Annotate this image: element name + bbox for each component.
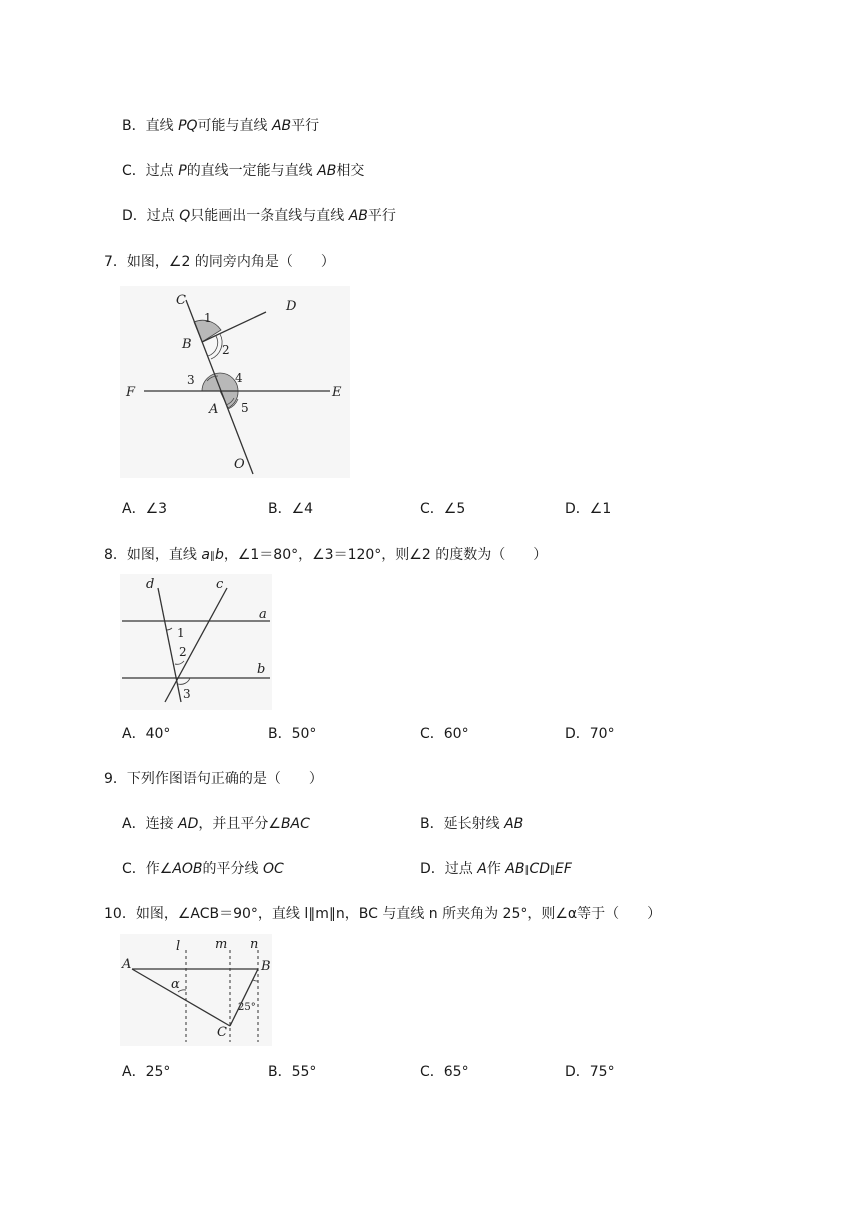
label-f: F	[126, 385, 136, 400]
stem-text: ，∠1＝80°，∠3＝120°，则∠2 的度数为（ ）	[223, 547, 548, 563]
variable: b	[214, 547, 224, 563]
q9-option-c	[122, 859, 284, 879]
q8-option-c: C．60°	[420, 726, 469, 742]
variable: EF	[555, 861, 572, 877]
option-text: C．作∠	[122, 861, 173, 877]
option-text: 的平分线	[202, 861, 263, 877]
variable: OC	[262, 861, 284, 877]
variable: AB	[505, 861, 525, 877]
label-3: 3	[183, 687, 191, 701]
q9-option-d	[420, 859, 572, 881]
label-e: E	[332, 385, 342, 400]
q10-figure	[120, 934, 272, 1046]
variable: AB	[317, 163, 337, 179]
q7-stem: 7．如图，∠2 的同旁内角是（ ）	[104, 254, 335, 270]
variable: AB	[348, 208, 368, 224]
stem-text: 8．如图，直线	[104, 547, 202, 563]
label-4: 4	[235, 371, 243, 385]
label-l: l	[176, 939, 181, 954]
label-c: C	[176, 293, 186, 308]
option-text: C．过点	[122, 163, 179, 179]
label-25-deg: 25°	[238, 1002, 256, 1013]
variable: AB	[271, 118, 292, 134]
q8-option-a: A．40°	[122, 726, 171, 742]
q7-option-a: A．∠3	[122, 501, 168, 517]
q7-option-c: C．∠5	[420, 501, 466, 517]
label-d: D	[286, 299, 297, 314]
q7-figure	[120, 286, 350, 478]
variable: PQ	[178, 118, 198, 134]
q10-option-d: D．75°	[565, 1064, 615, 1080]
label-1: 1	[177, 626, 185, 640]
label-d: d	[146, 577, 155, 592]
option-text: 可能与直线	[197, 118, 272, 134]
label-c: C	[217, 1025, 227, 1040]
label-a: A	[122, 957, 132, 972]
option-text: A．连接	[122, 816, 179, 832]
q7-option-d: D．∠1	[565, 501, 612, 517]
option-text: B．直线	[122, 118, 179, 134]
parallel-symbol: ∥	[209, 551, 215, 562]
label-2: 2	[222, 343, 230, 357]
q9-option-b	[420, 814, 523, 834]
parallel-symbol: ∥	[524, 865, 530, 876]
q7-option-b: B．∠4	[268, 501, 314, 517]
label-alpha: α	[171, 977, 180, 992]
label-1: 1	[204, 311, 212, 325]
label-2: 2	[179, 645, 187, 659]
q6-option-d	[122, 206, 396, 226]
variable: CD	[529, 861, 551, 877]
option-text: B．延长射线	[420, 816, 505, 832]
variable: AOB	[172, 861, 203, 877]
q6-option-c	[122, 161, 364, 181]
q8-option-b: B．50°	[268, 726, 317, 742]
variable: AD	[178, 816, 199, 832]
variable: BAC	[280, 816, 310, 832]
q10-option-c: C．65°	[420, 1064, 469, 1080]
option-text: 平行	[367, 208, 396, 224]
variable: Q	[179, 208, 191, 224]
option-text: 作	[486, 861, 506, 877]
q8-stem	[104, 545, 547, 567]
option-text: D．过点	[122, 208, 180, 224]
option-text: ，并且平分∠	[198, 816, 281, 832]
label-5: 5	[241, 401, 249, 415]
label-a: A	[209, 402, 219, 417]
variable: A	[477, 861, 487, 877]
q6-option-b	[122, 116, 319, 136]
option-text: 平行	[291, 118, 320, 134]
label-a: a	[259, 607, 267, 622]
label-n: n	[250, 937, 259, 952]
q10-option-b: B．55°	[268, 1064, 317, 1080]
option-text: D．过点	[420, 861, 478, 877]
q8-figure	[120, 574, 272, 710]
option-text: 相交	[336, 163, 365, 179]
variable: AB	[504, 816, 524, 832]
variable: a	[201, 547, 210, 563]
q8-option-d: D．70°	[565, 726, 615, 742]
q9-stem: 9．下列作图语句正确的是（ ）	[104, 771, 323, 787]
label-b: b	[257, 662, 266, 677]
option-text: 的直线一定能与直线	[186, 163, 318, 179]
q10-option-a: A．25°	[122, 1064, 171, 1080]
q9-option-a	[122, 814, 310, 834]
variable: P	[178, 163, 187, 179]
q10-stem: 10．如图，∠ACB＝90°，直线 l∥m∥n，BC 与直线 n 所夹角为 25°，则∠α等于（ ）	[104, 906, 662, 922]
label-m: m	[215, 937, 228, 952]
parallel-symbol: ∥	[550, 865, 556, 876]
label-b: B	[261, 959, 271, 974]
label-o: O	[234, 457, 245, 472]
label-c: c	[216, 577, 224, 592]
label-3: 3	[187, 373, 195, 387]
option-text: 只能画出一条直线与直线	[190, 208, 349, 224]
label-b: B	[182, 337, 192, 352]
